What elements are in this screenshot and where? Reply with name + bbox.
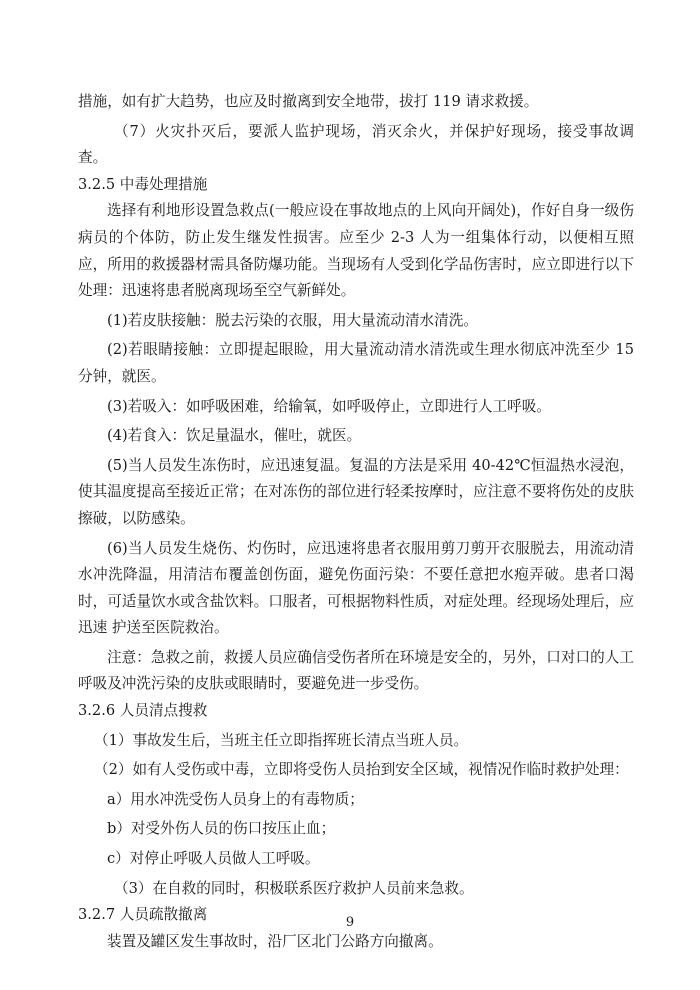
list-item: （2）如有人受伤或中毒，立即将受伤人员抬到安全区域，视情况作临时救护处理： [94,761,629,779]
list-item: （1）事故发生后，当班主任立即指挥班长清点当班人员。 [94,731,469,749]
paragraph: 措施，如有扩大趋势，也应及时撤离到安全地带，拔打 119 请求救援。 [78,93,539,110]
paragraph: (2)若眼睛接触：立即提起眼睑，用大量流动清水清洗或生理水彻底冲洗至少 15 分钟，就医。 [78,341,634,385]
paragraph: (6)当人员发生烧伤、灼伤时，应迅速将患者衣服用剪刀剪开衣服脱去，用流动清水冲洗降温，用清洁布覆盖创伤面，避免伤面污染：不要任意把水疱弄破。患者口渴时，可适量饮水或含盐饮料。口服者，可根据物料性质，对症处理。经现场处理后，应迅速 护送至医院救治。 [78,539,634,637]
paragraph: （7）火灾扑灭后，要派人监护现场，消灭余火，并保护好现场，接受事故调查。 [78,122,634,167]
list-item: （3）在自救的同时，积极联系医疗救护人员前来急救。 [114,879,474,897]
paragraph: 选择有利地形设置急救点(一般应设在事故地点的上风向开阔处)，作好自身一级伤病员的个体防，防止发生继发性损害。应至少 2-3 人为一组集体行动，以便相互照应，所用的救援器材需具备防爆功能。当现场有人受到化学品伤害时，应立即进行以下处理：迅速将患者脱离现场至空气新鲜处。 [78,202,634,300]
paragraph: 注意：急救之前，救援人员应确信受伤者所在环境是安全的，另外，口对口的人工呼吸及冲洗污染的皮肤或眼睛时，要避免进一步受伤。 [78,648,634,693]
section-heading: 3.2.5 中毒处理措施 [78,175,208,193]
paragraph: (3)若吸入：如呼吸困难，给输氧，如呼吸停止，立即进行人工呼吸。 [107,397,551,415]
paragraph: (5)当人员发生冻伤时，应迅速复温。复温的方法是采用 40-42℃恒温热水浸泡，使其温度提高至接近正常；在对冻伤的部位进行轻柔按摩时，应注意不要将伤处的皮肤擦破，以防感染。 [78,456,634,527]
section-heading: 3.2.7 人员疏散撤离 [78,906,208,924]
list-item: b）对受外伤人员的伤口按压止血； [107,820,336,838]
paragraph: 装置及罐区发生事故时，沿厂区北门公路方向撤离。 [107,932,443,950]
document-body [78,89,634,955]
paragraph: (1)若皮肤接触：脱去污染的衣服，用大量流动清水清洗。 [107,311,478,329]
paragraph: (4)若食入：饮足量温水，催吐，就医。 [107,427,362,445]
page-number: 9 [345,915,355,930]
list-item: a）用水冲洗受伤人员身上的有毒物质； [107,790,364,808]
list-item: c）对停止呼吸人员做人工呼吸。 [107,850,320,868]
section-heading: 3.2.6 人员清点搜救 [78,702,208,720]
